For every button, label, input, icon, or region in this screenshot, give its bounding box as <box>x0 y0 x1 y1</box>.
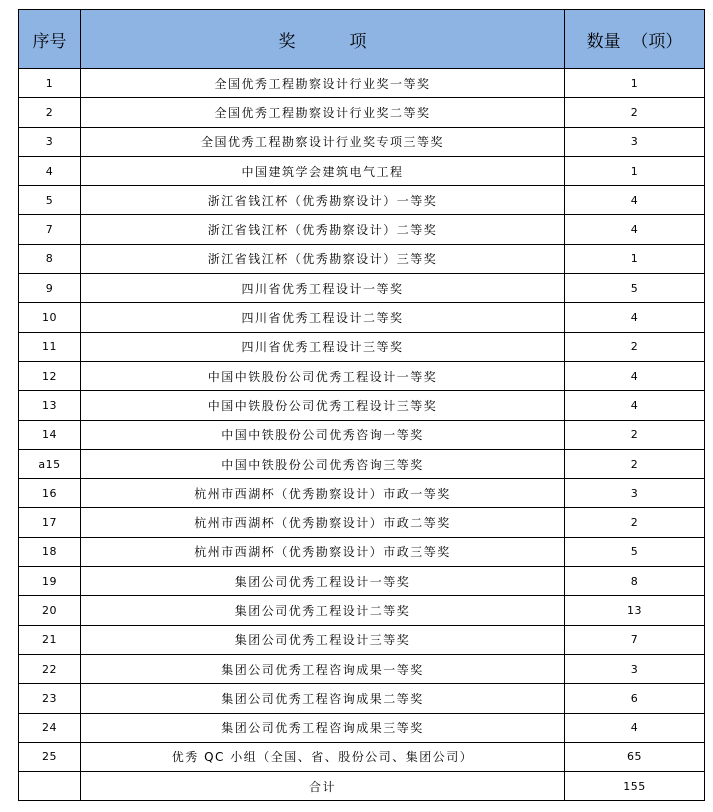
cell-award: 杭州市西湖杯（优秀勘察设计）市政一等奖 <box>81 479 565 508</box>
cell-seq: 7 <box>19 215 81 244</box>
table-row <box>19 98 705 127</box>
table-row <box>19 596 705 625</box>
cell-seq: 2 <box>19 98 81 127</box>
header-seq: 序号 <box>19 10 81 69</box>
cell-qty: 13 <box>565 596 705 625</box>
table-row <box>19 244 705 273</box>
cell-seq: 16 <box>19 479 81 508</box>
cell-seq: 3 <box>19 127 81 156</box>
cell-award: 中国中铁股份公司优秀咨询三等奖 <box>81 449 565 478</box>
table-row <box>19 742 705 771</box>
cell-qty: 4 <box>565 215 705 244</box>
total-row <box>19 772 705 801</box>
cell-award: 浙江省钱江杯（优秀勘察设计）二等奖 <box>81 215 565 244</box>
cell-award: 优秀 QC 小组（全国、省、股份公司、集团公司） <box>81 742 565 771</box>
cell-seq: 10 <box>19 303 81 332</box>
cell-seq: 25 <box>19 742 81 771</box>
cell-award: 全国优秀工程勘察设计行业奖一等奖 <box>81 69 565 98</box>
table-row <box>19 391 705 420</box>
cell-seq: 21 <box>19 625 81 654</box>
cell-qty: 2 <box>565 449 705 478</box>
cell-seq: 18 <box>19 537 81 566</box>
cell-qty: 4 <box>565 361 705 390</box>
cell-seq: 5 <box>19 186 81 215</box>
cell-qty: 4 <box>565 303 705 332</box>
cell-award: 中国中铁股份公司优秀咨询一等奖 <box>81 420 565 449</box>
table-row <box>19 274 705 303</box>
awards-table-wrapper <box>18 9 705 801</box>
cell-award: 浙江省钱江杯（优秀勘察设计）一等奖 <box>81 186 565 215</box>
cell-award: 四川省优秀工程设计三等奖 <box>81 332 565 361</box>
cell-award: 四川省优秀工程设计一等奖 <box>81 274 565 303</box>
cell-award: 浙江省钱江杯（优秀勘察设计）三等奖 <box>81 244 565 273</box>
cell-qty: 7 <box>565 625 705 654</box>
cell-seq: 1 <box>19 69 81 98</box>
header-qty: 数量 （项） <box>565 10 705 69</box>
awards-table <box>18 9 705 801</box>
table-body <box>19 69 705 801</box>
cell-award: 集团公司优秀工程咨询成果二等奖 <box>81 684 565 713</box>
cell-award: 中国建筑学会建筑电气工程 <box>81 156 565 185</box>
table-row <box>19 508 705 537</box>
cell-award: 四川省优秀工程设计二等奖 <box>81 303 565 332</box>
table-row <box>19 654 705 683</box>
cell-seq: 8 <box>19 244 81 273</box>
cell-award: 集团公司优秀工程设计二等奖 <box>81 596 565 625</box>
cell-award: 中国中铁股份公司优秀工程设计一等奖 <box>81 361 565 390</box>
cell-seq: 19 <box>19 567 81 596</box>
cell-award: 杭州市西湖杯（优秀勘察设计）市政三等奖 <box>81 537 565 566</box>
table-row <box>19 479 705 508</box>
table-row <box>19 69 705 98</box>
table-row <box>19 332 705 361</box>
cell-qty: 4 <box>565 186 705 215</box>
cell-qty: 4 <box>565 391 705 420</box>
cell-qty: 6 <box>565 684 705 713</box>
cell-qty: 5 <box>565 274 705 303</box>
table-row <box>19 156 705 185</box>
total-cell-award: 合计 <box>81 772 565 801</box>
cell-qty: 2 <box>565 508 705 537</box>
cell-seq: 9 <box>19 274 81 303</box>
table-row <box>19 420 705 449</box>
cell-seq: a15 <box>19 449 81 478</box>
table-row <box>19 684 705 713</box>
cell-qty: 1 <box>565 244 705 273</box>
cell-qty: 3 <box>565 654 705 683</box>
cell-qty: 2 <box>565 420 705 449</box>
table-row <box>19 449 705 478</box>
cell-award: 集团公司优秀工程设计一等奖 <box>81 567 565 596</box>
cell-seq: 20 <box>19 596 81 625</box>
table-row <box>19 186 705 215</box>
cell-qty: 5 <box>565 537 705 566</box>
cell-qty: 3 <box>565 127 705 156</box>
cell-qty: 3 <box>565 479 705 508</box>
cell-seq: 17 <box>19 508 81 537</box>
cell-seq: 24 <box>19 713 81 742</box>
total-cell-qty: 155 <box>565 772 705 801</box>
header-award: 奖 项 <box>81 10 565 69</box>
cell-seq: 14 <box>19 420 81 449</box>
cell-qty: 2 <box>565 98 705 127</box>
cell-award: 全国优秀工程勘察设计行业奖专项三等奖 <box>81 127 565 156</box>
table-row <box>19 361 705 390</box>
cell-seq: 11 <box>19 332 81 361</box>
cell-award: 集团公司优秀工程设计三等奖 <box>81 625 565 654</box>
cell-seq: 23 <box>19 684 81 713</box>
cell-seq: 4 <box>19 156 81 185</box>
cell-qty: 1 <box>565 69 705 98</box>
cell-qty: 1 <box>565 156 705 185</box>
table-row <box>19 567 705 596</box>
cell-qty: 8 <box>565 567 705 596</box>
table-row <box>19 215 705 244</box>
cell-seq: 22 <box>19 654 81 683</box>
cell-qty: 65 <box>565 742 705 771</box>
table-row <box>19 303 705 332</box>
cell-seq: 12 <box>19 361 81 390</box>
cell-award: 集团公司优秀工程咨询成果一等奖 <box>81 654 565 683</box>
cell-award: 杭州市西湖杯（优秀勘察设计）市政二等奖 <box>81 508 565 537</box>
cell-award: 集团公司优秀工程咨询成果三等奖 <box>81 713 565 742</box>
cell-award: 全国优秀工程勘察设计行业奖二等奖 <box>81 98 565 127</box>
table-row <box>19 625 705 654</box>
header-row <box>19 10 705 69</box>
table-row <box>19 127 705 156</box>
table-row <box>19 713 705 742</box>
cell-qty: 4 <box>565 713 705 742</box>
table-row <box>19 537 705 566</box>
cell-qty: 2 <box>565 332 705 361</box>
cell-award: 中国中铁股份公司优秀工程设计三等奖 <box>81 391 565 420</box>
total-cell-seq <box>19 772 81 801</box>
cell-seq: 13 <box>19 391 81 420</box>
